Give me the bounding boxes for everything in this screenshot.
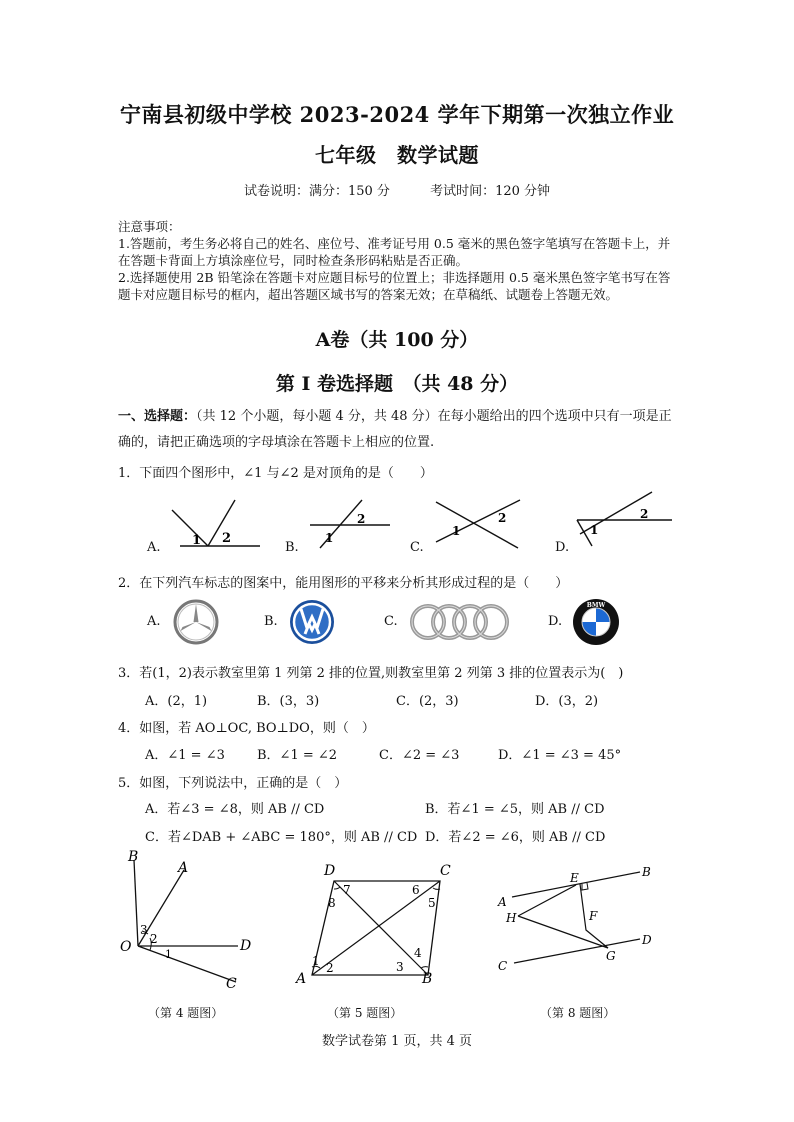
q1-figure-a xyxy=(172,500,260,548)
fig4-angle-1: 1 xyxy=(165,948,172,961)
fig5-caption: （第 5 题图） xyxy=(327,1006,403,1020)
q1-label-c: C. xyxy=(410,540,424,555)
q2-label-a: A. xyxy=(147,614,161,629)
q2-label-d: D. xyxy=(548,614,563,629)
fig4-label-a: A xyxy=(178,860,189,876)
fig8-label-f: F xyxy=(589,909,598,923)
q4-option-c: C．∠2 = ∠3 xyxy=(379,748,460,763)
section-i-heading: 第 I 卷选择题 （共 48 分） xyxy=(275,373,519,395)
bmw-logo xyxy=(572,598,620,646)
q1-b-angle-1: 1 xyxy=(325,531,334,545)
part1-intro-bold: 一、选择题： xyxy=(118,409,197,424)
q1-figure-b xyxy=(310,500,390,548)
part1-intro-rest: （共 12 个小题，每小题 4 分，共 48 分）在每小题给出的四个选项中只有一项是正确的，请把正确选项的字母填涂在答题卡上相应的位置. xyxy=(118,409,672,450)
fig5-angle-2: 2 xyxy=(326,961,334,975)
q4-option-a: A．∠1 = ∠3 xyxy=(145,748,225,763)
fig8-label-d: D xyxy=(642,933,652,947)
q1-a-angle-2: 2 xyxy=(222,531,232,546)
q1-c-angle-1: 1 xyxy=(452,524,461,538)
q3-option-b: B．(3，3) xyxy=(257,694,320,709)
q5-option-b: B．若∠1 = ∠5，则 AB // CD xyxy=(425,802,605,817)
fig4-caption: （第 4 题图） xyxy=(148,1006,224,1020)
fig5-angle-3: 3 xyxy=(396,960,404,974)
q1-figure-d xyxy=(577,492,672,546)
fig8-label-c: C xyxy=(498,959,508,973)
notes-item-2: 2.选择题使用 2B 铅笔涂在答题卡对应题目标号的位置上；非选择题用 0.5 毫米黑色签字笔书写在答题卡对应题目标号的框内，超出答题区域书写的答案无效；在草稿纸、试题卷上答题无效。 xyxy=(118,270,671,302)
q5-option-a: A．若∠3 = ∠8，则 AB // CD xyxy=(145,802,325,817)
fig8-caption: （第 8 题图） xyxy=(540,1006,616,1020)
page-footer: 数学试卷第 1 页，共 4 页 xyxy=(321,1034,473,1049)
exam-info xyxy=(0,180,794,199)
q1-figure-c xyxy=(436,500,520,548)
figure-q4 xyxy=(112,848,272,996)
fig5-angle-1: 1 xyxy=(312,954,320,968)
q1-d-angle-1: 1 xyxy=(590,523,599,537)
fig8-label-b: B xyxy=(642,865,651,879)
audi-logo xyxy=(408,602,512,642)
q1-label-b: B. xyxy=(285,540,299,555)
q3-option-c: C．(2，3) xyxy=(396,694,459,709)
fig5-angle-8: 8 xyxy=(328,896,336,910)
section-a-heading: A卷（共 100 分） xyxy=(315,329,479,351)
q4-stem: 4．如图，若 AO⊥OC, BO⊥DO，则（ ） xyxy=(118,721,375,736)
fig5-angle-5: 5 xyxy=(428,896,436,910)
q1-label-a: A. xyxy=(147,540,161,555)
q2-stem: 2．在下列汽车标志的图案中，能用图形的平移来分析其形成过程的是（ ） xyxy=(118,576,569,591)
fig8-label-h: H xyxy=(506,911,517,925)
fig4-label-d: D xyxy=(240,938,252,954)
q5-option-d: D．若∠2 = ∠6，则 AB // CD xyxy=(425,830,606,845)
q4-option-d: D．∠1 = ∠3 = 45° xyxy=(498,748,622,763)
notes-heading: 注意事项： xyxy=(118,219,181,234)
part1-intro xyxy=(118,404,678,456)
mercedes-logo xyxy=(172,598,220,646)
fig4-angle-3: 3 xyxy=(140,923,148,937)
q3-option-d: D．(3，2) xyxy=(535,694,599,709)
figure-q5 xyxy=(290,855,460,985)
q1-b-angle-2: 2 xyxy=(357,512,366,526)
figure-q8 xyxy=(494,860,674,984)
notes-item-1: 1.答题前，考生务必将自己的姓名、座位号、准考证号用 0.5 毫米的黑色签字笔填写在答题卡上，并在答题卡背面上方填涂座位号，同时检查条形码粘贴是否正确。 xyxy=(118,236,671,268)
q2-label-c: C. xyxy=(384,614,398,629)
fig4-angle-2: 2 xyxy=(150,932,158,946)
fig8-label-a: A xyxy=(498,895,507,909)
volkswagen-logo xyxy=(288,598,336,646)
full-score: 试卷说明：满分：150 分 xyxy=(243,184,390,199)
fig5-label-b: B xyxy=(422,971,433,985)
exam-time: 考试时间：120 分钟 xyxy=(430,184,551,199)
q3-stem: 3．若(1，2)表示教室里第 1 列第 2 排的位置,则教室里第 2 列第 3 排的位置表示为( ) xyxy=(118,666,624,681)
q4-option-b: B．∠1 = ∠2 xyxy=(257,748,338,763)
q1-d-angle-2: 2 xyxy=(640,507,649,521)
fig5-angle-4: 4 xyxy=(414,946,422,960)
fig8-label-g: G xyxy=(606,949,616,963)
q1-c-angle-2: 2 xyxy=(498,511,507,525)
bmw-logo-text: BMW xyxy=(586,602,606,609)
fig4-label-c: C xyxy=(226,976,237,992)
q5-stem: 5．如图，下列说法中，正确的是（ ） xyxy=(118,776,348,791)
fig5-angle-6: 6 xyxy=(412,883,420,897)
fig5-label-a: A xyxy=(296,971,307,985)
q5-option-c: C．若∠DAB + ∠ABC = 180°，则 AB // CD xyxy=(145,830,418,845)
notes xyxy=(118,218,678,303)
exam-title: 宁南县初级中学校 2023-2024 学年下期第一次独立作业 xyxy=(119,102,675,127)
q1-stem: 1．下面四个图形中，∠1 与∠2 是对顶角的是（ ） xyxy=(118,466,433,481)
fig5-angle-7: 7 xyxy=(343,883,351,897)
fig8-label-e: E xyxy=(570,871,579,885)
q3-option-a: A．(2，1) xyxy=(145,694,208,709)
fig4-label-b: B xyxy=(128,849,139,865)
fig5-label-d: D xyxy=(324,863,336,879)
exam-subtitle: 七年级 数学试题 xyxy=(315,143,479,167)
fig4-label-o: O xyxy=(120,939,132,955)
q2-label-b: B. xyxy=(264,614,278,629)
q1-label-d: D. xyxy=(555,540,570,555)
fig5-label-c: C xyxy=(440,863,451,879)
q1-a-angle-1: 1 xyxy=(192,533,202,548)
